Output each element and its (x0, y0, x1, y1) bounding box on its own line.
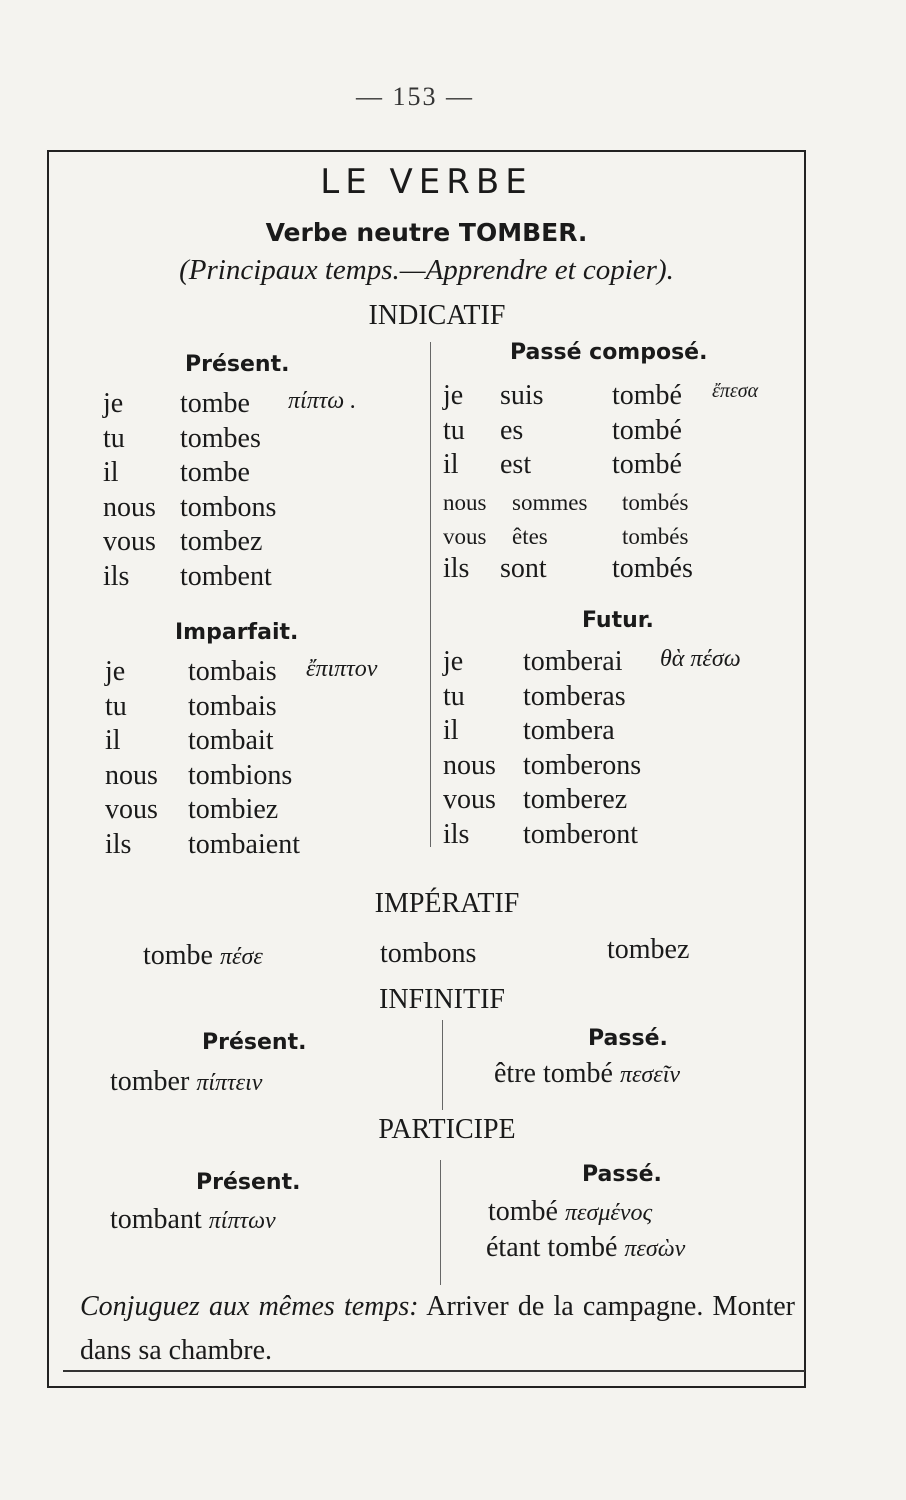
futur-row-verb: tomberez (523, 784, 628, 815)
page-number: — 153 — (356, 82, 474, 111)
imparfait-heading: Imparfait. (175, 620, 299, 645)
present-row-pronoun: ils (103, 560, 130, 592)
present-row-verb: tombes (180, 422, 261, 454)
pc-row-pronoun: nous (443, 489, 487, 515)
infinitif-present (110, 1066, 262, 1098)
pc-row-auxiliary: êtes (512, 524, 548, 549)
participe-passe-2 (486, 1232, 685, 1264)
imparfait-row-verb: tombions (188, 759, 293, 791)
infinitif-passe-heading: Passé. (588, 1026, 668, 1051)
futur-row-verb: tomberas (523, 680, 626, 712)
pc-row-auxiliary: suis (500, 380, 544, 411)
futur-row-pronoun: ils (443, 818, 470, 850)
exercise-text (80, 1285, 795, 1373)
participe-present-heading: Présent. (196, 1170, 301, 1195)
passe-compose-heading: Passé composé. (510, 340, 708, 365)
imparfait-row-verb: tombais (188, 656, 277, 687)
participe-passe-greek-2: πεσὼν (624, 1236, 686, 1262)
futur-row-pronoun: je (443, 646, 464, 677)
infinitif-passe (494, 1058, 680, 1090)
futur-row-greek: θὰ πέσω (660, 646, 741, 672)
infinitif-heading: INFINITIF (379, 984, 505, 1015)
content-frame (47, 150, 806, 1388)
infinitif-present-verb: tomber (110, 1066, 190, 1097)
imparfait-row-pronoun: tu (105, 690, 127, 722)
futur-heading: Futur. (582, 608, 654, 633)
present-row-greek: πίπτω . (288, 388, 357, 414)
pc-row-pronoun: tu (443, 414, 465, 446)
participe-passe-verb-2: étant tombé (486, 1232, 618, 1263)
participe-heading: PARTICIPE (378, 1114, 516, 1145)
pc-row-pronoun: il (443, 449, 459, 480)
present-row-pronoun: nous (103, 491, 156, 523)
imparfait-row-pronoun: nous (105, 759, 158, 791)
futur-row-verb: tomberont (523, 818, 639, 850)
imparfait-row-verb: tombaient (188, 828, 300, 860)
participe-present-greek: πίπτων (208, 1208, 276, 1234)
futur-row-pronoun: vous (443, 784, 496, 815)
verb-subtitle: Verbe neutre TOMBER. (265, 218, 588, 247)
pc-row-pronoun: ils (443, 552, 470, 584)
participe-present-verb: tombant (110, 1204, 202, 1235)
futur-row-verb: tombera (523, 715, 615, 746)
imparfait-row-pronoun: je (105, 656, 126, 687)
participe-present (110, 1204, 276, 1236)
present-row-pronoun: je (103, 388, 124, 419)
pc-row-participle: tombé (612, 449, 682, 480)
imparfait-row-verb: tombais (188, 690, 277, 722)
futur-row-verb: tomberons (523, 749, 642, 781)
infinitif-passe-greek: πεσεῖν (619, 1062, 681, 1088)
instruction-note: (Principaux temps.—Apprendre et copier). (179, 254, 674, 286)
infinitif-passe-verb: être tombé (494, 1058, 613, 1089)
imperatif-form-3: tombez (607, 934, 690, 965)
pc-row-greek: ἔπεσα (712, 380, 759, 402)
imparfait-row-pronoun: il (105, 725, 121, 756)
imparfait-row-verb: tombiez (188, 794, 279, 825)
pc-row-participle: tombé (612, 414, 682, 446)
imperatif-greek-1: πέσε (220, 944, 263, 970)
pc-row-pronoun: je (443, 380, 464, 411)
participe-divider (440, 1160, 441, 1285)
present-row-verb: tombent (180, 560, 272, 592)
indicatif-divider (430, 342, 431, 847)
imparfait-row-verb: tombait (188, 725, 274, 756)
imperatif-form-2: tombons (380, 938, 477, 969)
pc-row-pronoun: vous (443, 524, 487, 549)
participe-passe-greek-1: πεσμένος (565, 1200, 653, 1226)
imperatif-verb-1: tombe (143, 940, 213, 971)
present-row-verb: tombe (180, 388, 250, 419)
present-heading: Présent. (185, 352, 290, 377)
present-row-verb: tombez (180, 526, 263, 557)
present-row-pronoun: il (103, 457, 119, 488)
infinitif-present-greek: πίπτειν (196, 1070, 263, 1096)
exercise-instruction: Conjuguez aux mêmes temps: (80, 1291, 419, 1322)
page-title: LE VERBE (320, 162, 533, 202)
imperatif-form-1 (143, 940, 263, 972)
infinitif-present-heading: Présent. (202, 1030, 307, 1055)
participe-passe-heading: Passé. (582, 1162, 662, 1187)
pc-row-auxiliary: es (500, 414, 524, 446)
present-row-pronoun: vous (103, 526, 156, 557)
pc-row-auxiliary: sont (500, 552, 547, 584)
exercise-prompt: Arriver de la campagne. Monter dans sa chambre. (80, 1291, 795, 1366)
pc-row-participle: tombés (622, 489, 689, 515)
imperatif-heading: IMPÉRATIF (374, 888, 520, 919)
pc-row-participle: tombés (612, 552, 693, 584)
infinitif-divider (442, 1020, 443, 1110)
pc-row-auxiliary: est (500, 449, 532, 480)
futur-row-verb: tomberai (523, 646, 623, 677)
futur-row-pronoun: nous (443, 749, 496, 781)
imparfait-row-pronoun: vous (105, 794, 158, 825)
futur-row-pronoun: tu (443, 680, 465, 712)
participe-passe-verb-1: tombé (488, 1196, 558, 1227)
futur-row-pronoun: il (443, 715, 459, 746)
participe-passe-1 (488, 1196, 652, 1228)
present-row-pronoun: tu (103, 422, 125, 454)
imparfait-row-pronoun: ils (105, 828, 132, 860)
pc-row-auxiliary: sommes (512, 489, 588, 515)
pc-row-participle: tombés (622, 524, 689, 549)
present-row-verb: tombons (180, 491, 277, 523)
present-row-verb: tombe (180, 457, 250, 488)
imparfait-row-greek: ἔπιπτον (306, 656, 378, 682)
pc-row-participle: tombé (612, 380, 682, 411)
indicatif-heading: INDICATIF (368, 300, 506, 331)
